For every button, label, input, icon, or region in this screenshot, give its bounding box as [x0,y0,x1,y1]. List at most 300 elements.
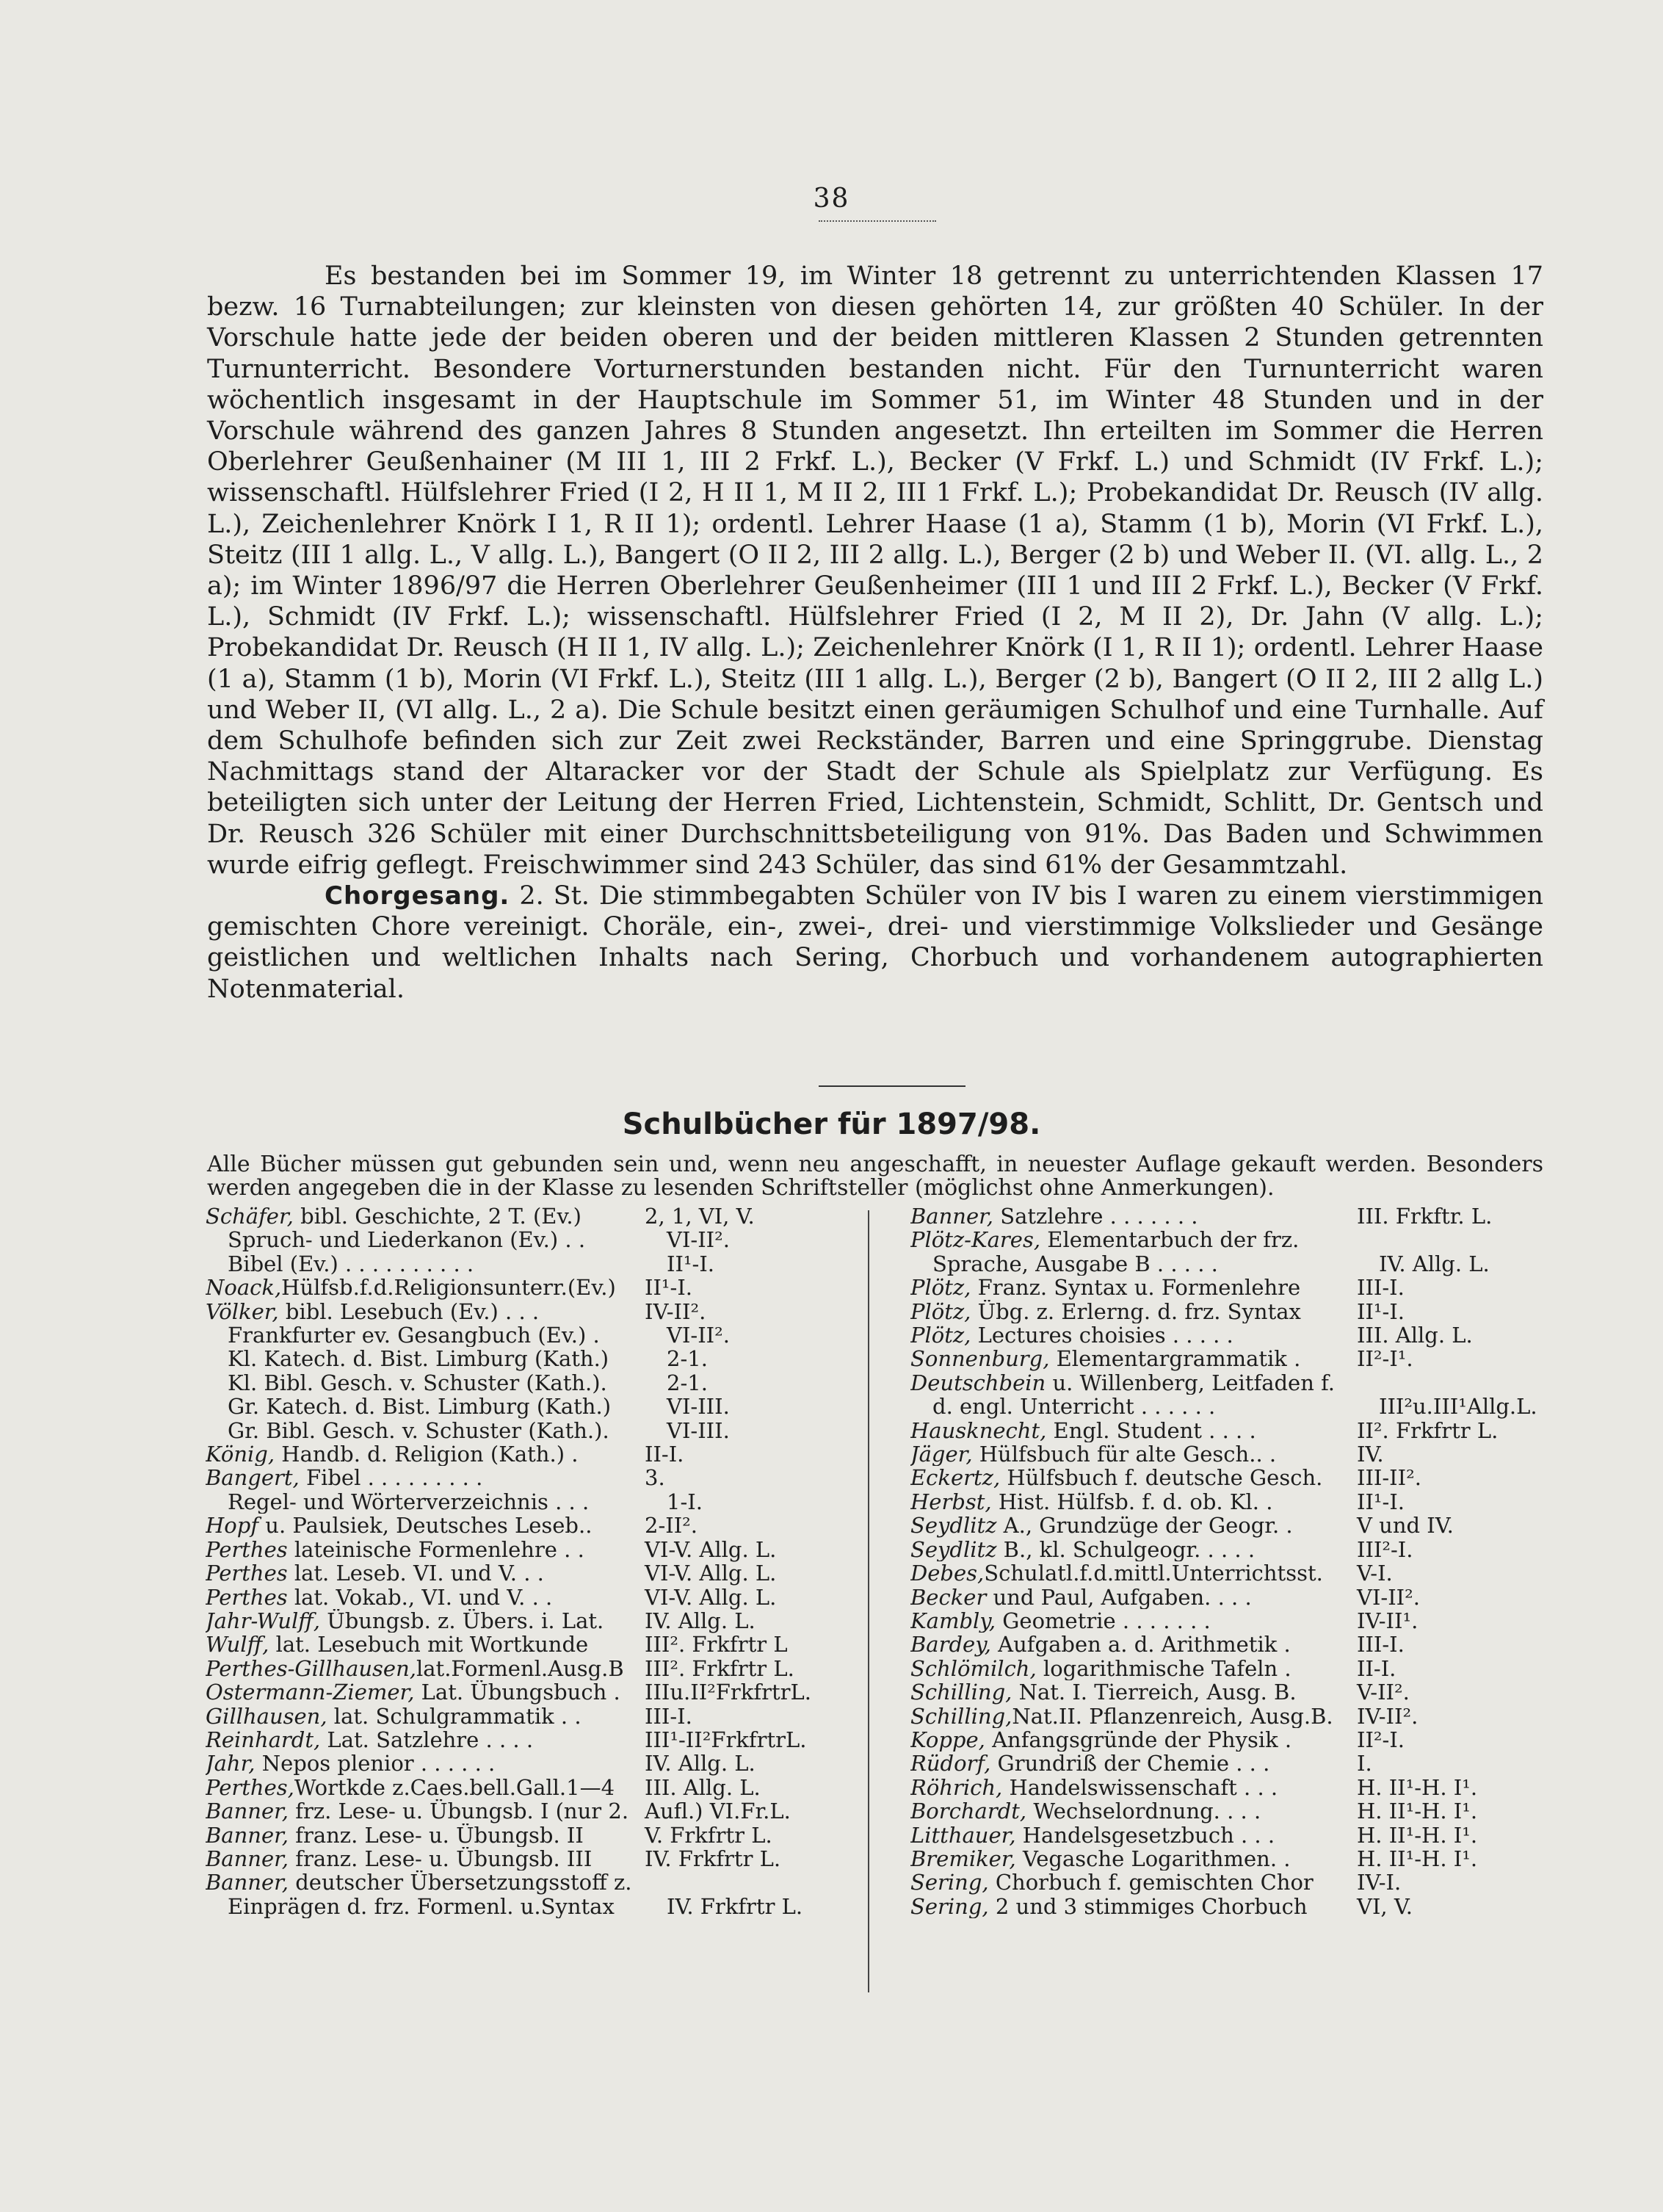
book-list-item [206,1633,866,1656]
book-title-text: Nat. I. Tierreich, Ausg. B. [1012,1680,1297,1705]
book-list-item [206,1490,866,1514]
book-author: Banner, [206,1846,289,1871]
book-classes: VI-III. [667,1417,730,1443]
book-title [206,1538,639,1561]
book-classes: III²-I. [1357,1536,1413,1562]
book-classes: V-I. [1357,1561,1393,1586]
book-classes: V. Frkfrtr L. [645,1822,772,1848]
book-author: Wulff, [206,1633,269,1657]
book-title [910,1371,1351,1395]
book-title [910,1728,1351,1752]
book-title [910,1276,1351,1299]
book-title-text: Wortkde z.Caes.bell.Gall.1—4 [294,1775,615,1800]
book-author: Jahr-Wulff, [206,1608,321,1633]
book-author: Jahr, [206,1752,256,1776]
book-author: Banner, [206,1799,289,1824]
book-title [206,1276,639,1299]
book-classes: II¹-I. [645,1275,693,1301]
book-classes: III²u.III¹Allg.L. [1379,1394,1537,1420]
book-title-text: Handelswissenschaft . . . [1002,1775,1278,1800]
book-list-item [206,1276,866,1299]
book-list-item [910,1300,1542,1323]
book-classes: II²-I¹. [1357,1346,1413,1372]
book-list-item [206,1538,866,1561]
book-list-item [206,1419,866,1442]
schulbuecher-title: Schulbücher für 1897/98. [622,1107,1041,1141]
book-list-item [206,1871,866,1894]
book-title-text: Frankfurter ev. Gesangbuch (Ev.) . [228,1323,600,1348]
book-classes: IV-I. [1357,1870,1402,1895]
book-classes: 2-II². [645,1513,698,1539]
book-title-text: Bibel (Ev.) . . . . . . . . . . [228,1251,474,1276]
book-title [206,1871,639,1894]
book-classes [1351,1228,1542,1251]
book-classes: H. II¹-H. I¹. [1357,1774,1478,1800]
book-classes: VI-V. Allg. L. [645,1536,777,1562]
book-title [206,1561,639,1585]
book-list-item [910,1776,1542,1799]
book-classes: Aufl.) VI.Fr.L. [645,1799,791,1824]
book-list-item [910,1728,1542,1752]
book-title-text: Gr. Katech. d. Bist. Limburg (Kath.) [228,1395,612,1419]
book-list-item [910,1514,1542,1537]
book-title [910,1419,1351,1442]
book-title-text: Aufgaben a. d. Arithmetik . [990,1633,1291,1657]
book-classes: III¹-II²FrkfrtrL. [645,1727,807,1752]
book-list-item [206,1824,866,1847]
book-classes: III. Frkftr. L. [1357,1204,1493,1229]
schulbuecher-intro-text: Alle Bücher müssen gut gebunden sein und, wenn neu angeschafft, in neuester Auflage gekauft werden. Besonders werden angegeben die in der Klasse zu lesenden Schriftsteller (möglichst ohne Anmerkungen). [207,1152,1543,1201]
book-author: Deutschbein [910,1370,1046,1395]
book-title [206,1323,661,1347]
book-title-text: Engl. Student . . . . [1046,1418,1256,1443]
book-classes: 3. [645,1465,665,1491]
book-classes [639,1871,866,1894]
book-title [910,1323,1351,1347]
book-author: Perthes [206,1537,288,1562]
book-author: Noack, [206,1276,282,1300]
book-classes: II². Frkfrtr L. [1357,1417,1499,1443]
book-title-text: Handb. d. Religion (Kath.) . [275,1442,579,1467]
book-title [910,1395,1373,1418]
book-author: Perthes, [206,1775,294,1800]
book-title-text: Lat. Übungsbuch . [414,1680,620,1705]
book-title-text: Kl. Bibl. Gesch. v. Schuster (Kath.). [228,1370,607,1395]
book-title-text: Spruch- und Liederkanon (Ev.) . . [228,1228,586,1252]
book-author: Schilling, [910,1680,1012,1705]
book-title [206,1609,639,1633]
book-classes: H. II¹-H. I¹. [1357,1799,1478,1824]
book-title [910,1347,1351,1370]
book-author: Sering, [910,1871,989,1895]
book-list-item [206,1728,866,1752]
book-title-text: u. Paulsiek, Deutsches Leseb.. [258,1514,593,1538]
book-author: Jäger, [910,1442,973,1467]
book-list-item [910,1847,1542,1871]
book-list-item [206,1847,866,1871]
book-classes: III². Frkfrtr L. [645,1655,794,1681]
book-title [206,1228,661,1251]
book-title-text: lat. Schulgrammatik . . [327,1704,581,1728]
book-list-item [910,1347,1542,1370]
book-title-text: lat. Vokab., VI. und V. . . [287,1585,553,1609]
book-classes: 2, 1, VI, V. [645,1204,755,1229]
book-author: Gillhausen, [206,1704,327,1728]
book-list-item [910,1871,1542,1894]
book-list-item [910,1490,1542,1514]
book-title [206,1300,639,1323]
book-author: Litthauer, [910,1823,1016,1847]
book-classes: IV. Allg. L. [645,1751,756,1777]
book-title [910,1705,1351,1728]
book-title [206,1633,639,1656]
book-list-item [910,1442,1542,1466]
book-author: Plötz, [910,1323,971,1348]
book-list-item [910,1895,1542,1918]
book-title [910,1657,1351,1680]
book-title [206,1466,639,1489]
book-title-text: lateinische Formenlehre . . [287,1537,584,1562]
book-author: Perthes [206,1585,288,1609]
book-list-item [206,1347,866,1370]
book-list-item [910,1799,1542,1823]
book-list-item [206,1323,866,1347]
book-author: Plötz, [910,1276,971,1300]
book-title-text: Nat.II. Pflanzenreich, Ausg.B. [1012,1704,1333,1728]
book-title [206,1752,639,1775]
book-classes: IV-II². [1357,1703,1419,1729]
book-title [910,1609,1351,1633]
book-list-left [206,1204,866,1918]
book-title [206,1728,639,1752]
book-list-item [206,1442,866,1466]
book-classes: IV-II¹. [1357,1608,1419,1633]
book-classes: V-II². [1357,1680,1410,1705]
book-title-text: franz. Lese- u. Übungsb. II [289,1823,584,1847]
book-title [910,1680,1351,1704]
book-title [910,1514,1351,1537]
book-list-item [206,1586,866,1609]
book-list-item [910,1252,1542,1276]
page-number: 38 [813,184,850,214]
book-title-text: lat. Leseb. VI. und V. . . [287,1561,544,1586]
book-title [206,1442,639,1466]
book-list-item [910,1586,1542,1609]
book-list-item [206,1609,866,1633]
book-classes: 2-1. [667,1346,708,1372]
book-list-item [206,1657,866,1680]
book-title-text: Lectures choisies . . . . . [971,1323,1233,1348]
book-title [206,1419,661,1442]
book-list-item [910,1228,1542,1251]
book-title-text: Fibel . . . . . . . . . [299,1466,483,1490]
book-author: Schilling, [910,1704,1012,1728]
book-list-item [206,1752,866,1775]
book-classes: H. II¹-H. I¹. [1357,1846,1478,1871]
book-title [910,1824,1351,1847]
book-author: Banner, [206,1871,289,1895]
book-title-text: Übg. z. Erlerng. d. frz. Syntax [971,1299,1301,1324]
book-classes: V und IV. [1357,1513,1454,1539]
book-title-text: und Paul, Aufgaben. . . . [986,1585,1252,1609]
book-author: Plötz-Kares, [910,1228,1041,1252]
book-title-text: Chorbuch f. gemischten Chor [988,1871,1314,1895]
book-list-item [206,1776,866,1799]
page-number-ornament [819,220,936,222]
book-title [910,1228,1351,1251]
book-title [910,1561,1351,1585]
book-author: Sering, [910,1894,989,1919]
book-classes: II²-I. [1357,1727,1405,1752]
book-author: Borchardt, [910,1799,1027,1824]
book-list-item [206,1252,866,1276]
book-list-item [910,1752,1542,1775]
turnunterricht-paragraph: Es bestanden bei im Sommer 19, im Winter 18 getrennt zu unterrichtenden Klassen 17 bezw. 16 Turnabteilungen; zur kleinsten von diesen gehörten 14, zur größten 40 Schüler. In der Vorschule hatte jede der beiden oberen und der beiden mittleren Klassen 2 Stunden getrennten Turnunterricht. Besondere Vorturnerstunden bestanden nicht. Für den Turnunterricht waren wöchentlich insgesamt in der Hauptschule im Sommer 51, im Winter 48 Stunden und in der Vorschule während des ganzen Jahres 8 Stunden angesetzt. Ihn erteilten im Sommer die Herren Oberlehrer Geußenhainer (M III 1, III 2 Frkf. L.), Becker (V Frkf. L.) und Schmidt (IV Frkf. L.); wissenschaftl. Hülfslehrer Fried (I 2, H II 1, M II 2, III 1 Frkf. L.); Probekandidat Dr. Reusch (IV allg. L.), Zeichenlehrer Knörk I 1, R II 1); ordentl. Lehrer Haase (1 a), Stamm (1 b), Morin (VI Frkf. L.), Steitz (III 1 allg. L., V allg. L.), Bangert (O II 2, III 2 allg. L.), Berger (2 b) und Weber II. (VI. allg. L., 2 a); im Winter 1896/97 die Herren Oberlehrer Geußenheimer (III 1 und III 2 Frkf. L.), Becker (V Frkf. L.), Schmidt (IV Frkf. L.); wissenschaftl. Hülfslehrer Fried (I 2, M II 2), Dr. Jahn (V allg. L.); Probekandidat Dr. Reusch (H II 1, IV allg. L.); Zeichenlehrer Knörk (I 1, R II 1); ordentl. Lehrer Haase (1 a), Stamm (1 b), Morin (VI Frkf. L.), Steitz (III 1 allg. L.), Berger (2 b), Bangert (O II 2, III 2 allg L.) und Weber II, (VI allg. L., 2 a). Die Schule besitzt einen geräumigen Schulhof und eine Turnhalle. Auf dem Schulhofe befinden sich zur Zeit zwei Reckständer, Barren und eine Springgrube. Dienstag Nachmittags stand der Altaracker vor der Stadt der Schule als Spielplatz zur Verfügung. Es beteiligten sich unter der Leitung der Herren Fried, Lichtenstein, Schmidt, Schlitt, Dr. Gentsch und Dr. Reusch 326 Schüler mit einer Durchschnittsbeteiligung von 91%. Das Baden und Schwimmen wurde eifrig geflegt. Freischwimmer sind 243 Schüler, das sind 61% der Gesammtzahl. [207,261,1543,880]
book-list-item [910,1633,1542,1656]
book-list-item [910,1538,1542,1561]
book-classes: IV. [1357,1442,1384,1467]
book-classes: IIIu.II²FrkfrtrL. [645,1680,811,1705]
book-author: Völker, [206,1299,279,1324]
book-title-text: 2 und 3 stimmiges Chorbuch [988,1894,1308,1919]
column-divider [868,1210,869,1992]
book-list-item [910,1323,1542,1347]
book-title [910,1490,1351,1514]
book-list-item [910,1371,1542,1395]
book-title-text: lat.Formenl.Ausg.B [416,1656,624,1681]
book-classes: II-I. [1357,1655,1396,1681]
book-title [910,1204,1351,1228]
book-list-item [206,1561,866,1585]
book-author: Perthes [206,1561,288,1586]
book-title [206,1847,639,1871]
book-title-text: Schulatl.f.d.mittl.Unterrichtsst. [984,1561,1323,1586]
book-title-text: Hülfsbuch für alte Gesch.. . [972,1442,1277,1467]
book-author: Hopf [206,1514,259,1538]
book-classes: I. [1357,1751,1372,1777]
book-list-item [206,1300,866,1323]
book-classes: III-II². [1357,1465,1421,1491]
book-title [206,1776,639,1799]
book-list-right [910,1204,1542,1918]
book-list-item [206,1514,866,1537]
book-title-text: lat. Lesebuch mit Wortkunde [269,1633,589,1657]
book-title [910,1586,1351,1609]
book-title [206,1371,661,1395]
book-classes [1351,1371,1542,1395]
book-classes: VI, V. [1357,1893,1413,1919]
book-title [206,1680,639,1704]
book-title [206,1657,639,1680]
book-title [206,1252,661,1276]
chorgesang-text: 2. St. Die stimmbegabten Schüler von IV bis I waren zu einem vierstimmigen gemischten Chore vereinigt. Choräle, ein-, zwei-, drei- und vierstimmige Volkslieder und Gesänge geistlichen und weltlichen Inhalts nach Sering, Chorbuch und vorhandenem autographierten Notenmaterial. [207,881,1543,1004]
book-title [910,1252,1373,1276]
book-title-text: Satzlehre . . . . . . . [993,1204,1198,1229]
book-list-item [206,1799,866,1823]
book-list-item [206,1466,866,1489]
book-classes: IV. Allg. L. [645,1608,756,1633]
book-title-text: Franz. Syntax u. Formenlehre [971,1276,1301,1300]
book-title [910,1895,1351,1918]
book-author: Becker [910,1585,987,1609]
book-list-item [910,1657,1542,1680]
book-title-text: Hülfsb.f.d.Religionsunterr.(Ev.) [281,1276,616,1300]
book-classes: II¹-I. [1357,1298,1405,1324]
book-title-text: Hist. Hülfsb. f. d. ob. Kl. . [991,1489,1273,1514]
book-author: Reinhardt, [206,1727,321,1752]
book-title-text: Wechselordnung. . . . [1026,1799,1261,1824]
book-author: Bangert, [206,1466,300,1490]
book-list-item [910,1419,1542,1442]
book-classes: VI-II². [667,1227,730,1253]
book-author: Koppe, [910,1727,985,1752]
book-title [910,1752,1351,1775]
book-title-text: B., kl. Schulgeogr. . . . . [996,1537,1256,1562]
book-title-text: Anfangsgründe der Physik . [985,1727,1292,1752]
book-title [206,1204,639,1228]
book-title [206,1895,661,1918]
book-title [910,1871,1351,1894]
book-title-text: u. Willenberg, Leitfaden f. [1046,1370,1336,1395]
book-author: Perthes-Gillhausen, [206,1656,416,1681]
book-title-text: Übungsb. z. Übers. i. Lat. [320,1608,604,1633]
book-list-item [206,1371,866,1395]
book-title [206,1514,639,1537]
book-classes: IV-II². [645,1298,706,1324]
book-list-item [910,1204,1542,1228]
book-list-item [910,1609,1542,1633]
book-title [206,1799,639,1823]
book-classes: 2-1. [667,1370,708,1395]
book-list-item [910,1466,1542,1489]
book-classes: III-I. [645,1703,692,1729]
book-classes: IV. Frkfrtr L. [667,1893,803,1919]
book-classes: III-I. [1357,1275,1405,1301]
book-classes: H. II¹-H. I¹. [1357,1822,1478,1848]
book-title-text: logarithmische Tafeln . [1036,1656,1291,1681]
book-title-text: Einprägen d. frz. Formenl. u.Syntax [228,1894,615,1919]
book-classes: VI-V. Allg. L. [645,1561,777,1586]
book-author: Ostermann-Ziemer, [206,1680,415,1705]
book-list-item [206,1895,866,1918]
book-list-item [206,1228,866,1251]
book-title-text: bibl. Geschichte, 2 T. (Ev.) [293,1204,581,1229]
book-title [910,1300,1351,1323]
book-list-item [910,1680,1542,1704]
book-classes: III². Frkfrtr L [645,1632,788,1658]
book-title [910,1466,1351,1489]
book-title-text: Gr. Bibl. Gesch. v. Schuster (Kath.). [228,1418,609,1443]
book-author: Bardey, [910,1633,991,1657]
book-title-text: Lat. Satzlehre . . . . [320,1727,534,1752]
book-title-text: Sprache, Ausgabe B . . . . . [932,1251,1218,1276]
book-title [206,1490,661,1514]
book-title-text: Hülfsbuch f. deutsche Gesch. [1000,1466,1323,1490]
book-author: Seydlitz [910,1537,997,1562]
book-author: Röhrich, [910,1775,1003,1800]
section-divider [819,1085,965,1087]
book-list-item [206,1705,866,1728]
book-list-item [206,1204,866,1228]
book-classes: II¹-I. [1357,1489,1405,1514]
book-classes: IV. Allg. L. [1379,1251,1490,1276]
book-author: Sonnenburg, [910,1347,1050,1371]
book-list-item [910,1561,1542,1585]
book-title [910,1442,1351,1466]
book-title [910,1538,1351,1561]
book-title-text: Elementarbuch der frz. [1040,1228,1300,1252]
chorgesang-paragraph [207,881,1543,1005]
book-title-text: A., Grundzüge der Geogr. . [996,1514,1293,1538]
book-classes: II-I. [645,1442,684,1467]
book-title [910,1799,1351,1823]
book-title [910,1847,1351,1871]
book-title-text: deutscher Übersetzungsstoff z. [289,1871,632,1895]
book-title-text: Vegasche Logarithmen. . [1015,1846,1291,1871]
chorgesang-heading: Chorgesang. [325,881,510,911]
book-list-item [910,1824,1542,1847]
book-title-text: d. engl. Unterricht . . . . . . [932,1395,1216,1419]
book-author: Banner, [910,1204,994,1229]
book-title-text: Regel- und Wörterverzeichnis . . . [228,1489,590,1514]
book-classes: VI-II². [667,1323,730,1348]
book-title [206,1347,661,1370]
book-author: Debes, [910,1561,985,1586]
book-list-item [910,1395,1542,1418]
book-author: Schäfer, [206,1204,294,1229]
book-title-text: Geometrie . . . . . . . [996,1608,1211,1633]
book-list-item [206,1680,866,1704]
book-classes: II¹-I. [667,1251,715,1276]
book-classes: VI-V. Allg. L. [645,1584,777,1610]
book-author: Schlömilch, [910,1656,1037,1681]
book-title [910,1776,1351,1799]
book-author: Seydlitz [910,1514,997,1538]
book-classes: III. Allg. L. [1357,1323,1473,1348]
book-title-text: bibl. Lesebuch (Ev.) . . . [278,1299,540,1324]
schulbuecher-intro [207,1153,1543,1200]
book-list-item [910,1705,1542,1728]
book-title-text: Kl. Katech. d. Bist. Limburg (Kath.) [228,1347,609,1371]
book-classes: VI-III. [667,1394,730,1420]
book-title [206,1705,639,1728]
book-list-item [910,1276,1542,1299]
book-title [206,1395,661,1418]
book-classes: III. Allg. L. [645,1774,761,1800]
book-author: Hausknecht, [910,1418,1047,1443]
book-author: Kambly, [910,1608,996,1633]
book-title-text: Handelsgesetzbuch . . . [1015,1823,1275,1847]
book-author: Bremiker, [910,1846,1016,1871]
book-list-item [206,1395,866,1418]
book-author: König, [206,1442,275,1467]
book-author: Eckertz, [910,1466,1001,1490]
book-title [206,1824,639,1847]
book-title-text: Grundriß der Chemie . . . [990,1752,1270,1776]
book-classes: IV. Frkfrtr L. [645,1846,781,1871]
book-author: Rüdorf, [910,1752,991,1776]
book-title [910,1633,1351,1656]
book-title-text: Elementargrammatik . [1049,1347,1301,1371]
book-title-text: frz. Lese- u. Übungsb. I (nur 2. [289,1799,629,1824]
book-title-text: franz. Lese- u. Übungsb. III [289,1846,593,1871]
book-classes: VI-II². [1357,1584,1420,1610]
book-title [206,1586,639,1609]
book-title-text: Nepos plenior . . . . . . [255,1752,496,1776]
book-author: Banner, [206,1823,289,1847]
book-classes: 1-I. [667,1489,703,1514]
book-author: Herbst, [910,1489,992,1514]
